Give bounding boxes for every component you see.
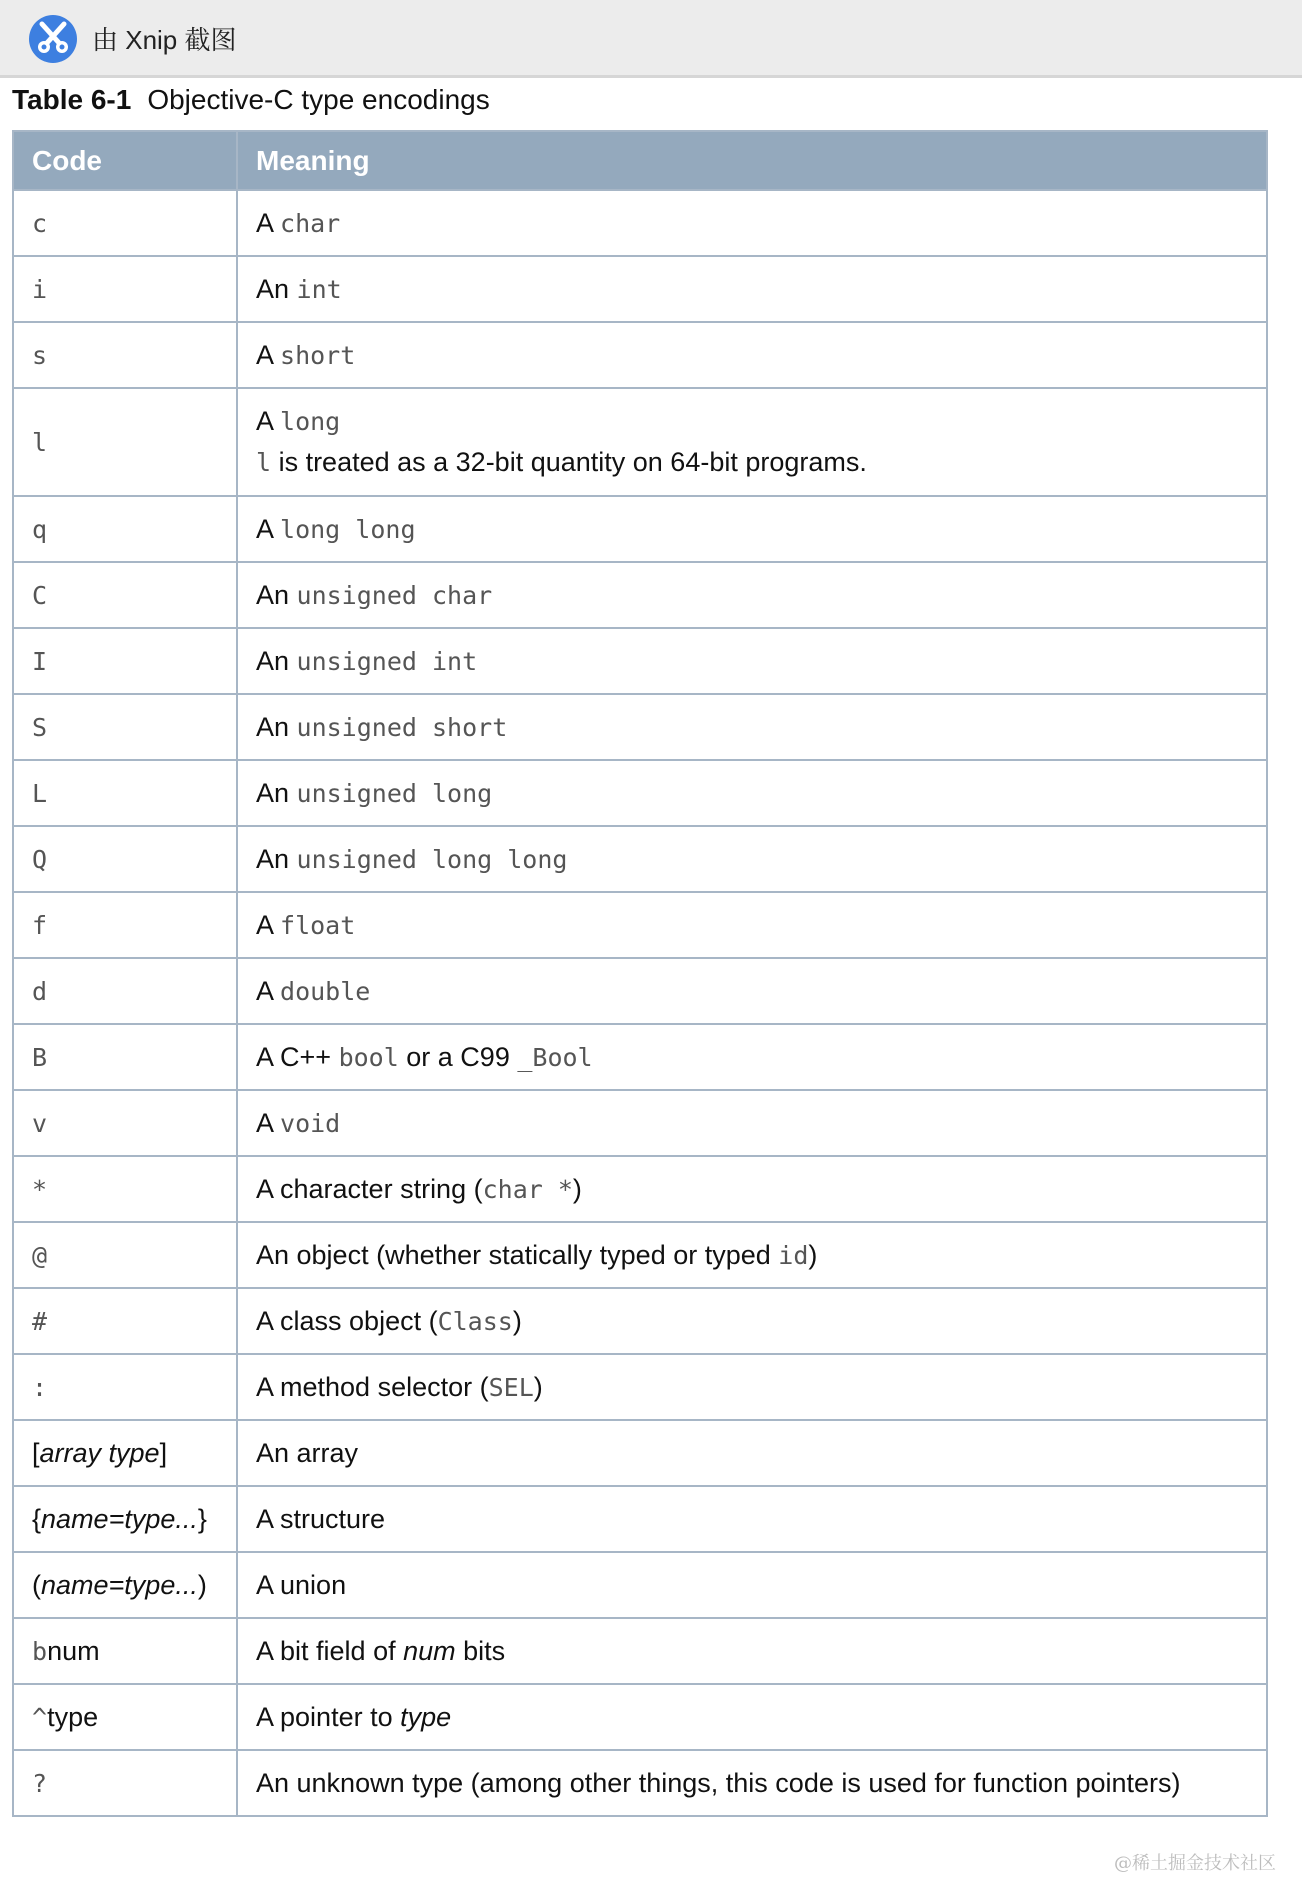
meaning-text: An	[256, 645, 297, 676]
code-placeholder: name=type...	[41, 1503, 198, 1534]
code-cell	[13, 1156, 237, 1222]
meaning-cell	[237, 1156, 1267, 1222]
meaning-text: A	[256, 513, 281, 544]
meaning-cell	[237, 1288, 1267, 1354]
code-value: *	[32, 1174, 48, 1204]
table-row	[13, 496, 1267, 562]
meaning-text: )	[572, 1173, 582, 1204]
code-value: Q	[32, 844, 48, 874]
meaning-cell	[237, 1024, 1267, 1090]
meaning-text: A	[256, 975, 281, 1006]
code-cell	[13, 760, 237, 826]
code-value: i	[32, 274, 48, 304]
code-bracket: {	[32, 1503, 42, 1534]
meaning-italic: type	[400, 1701, 452, 1732]
table-row	[13, 1354, 1267, 1420]
meaning-text: An	[256, 777, 297, 808]
code-placeholder: name=type...	[41, 1569, 198, 1600]
table-caption	[12, 84, 490, 116]
code-bracket: [	[32, 1437, 40, 1468]
meaning-text: )	[533, 1371, 543, 1402]
meaning-cell	[237, 628, 1267, 694]
code-cell	[13, 628, 237, 694]
meaning-text: A C++	[256, 1041, 339, 1072]
meaning-cell	[237, 1750, 1267, 1816]
code-value: I	[32, 646, 48, 676]
table-row	[13, 1552, 1267, 1618]
meaning-code: unsigned char	[296, 580, 493, 610]
meaning-text: bits	[455, 1635, 506, 1666]
code-cell	[13, 958, 237, 1024]
code-bracket: (	[32, 1569, 41, 1600]
meaning-cell	[237, 1486, 1267, 1552]
table-row	[13, 256, 1267, 322]
meaning-cell	[237, 1420, 1267, 1486]
table-row	[13, 1090, 1267, 1156]
code-value: S	[32, 712, 48, 742]
title-bar	[0, 0, 1302, 78]
meaning-text: An	[256, 843, 297, 874]
meaning-code: unsigned long	[296, 778, 493, 808]
watermark: @稀土掘金技术社区	[1114, 1853, 1276, 1874]
meaning-text: A structure	[256, 1503, 386, 1534]
table-row	[13, 1684, 1267, 1750]
meaning-text: A	[256, 909, 281, 940]
code-value: b	[32, 1636, 48, 1666]
meaning-note	[256, 447, 1248, 478]
code-value: d	[32, 976, 48, 1006]
meaning-text: or a C99	[398, 1041, 518, 1072]
code-bracket: )	[197, 1569, 207, 1600]
meaning-code: _Bool	[517, 1042, 593, 1072]
meaning-cell	[237, 388, 1267, 496]
table-row	[13, 1288, 1267, 1354]
code-value: @	[32, 1240, 48, 1270]
meaning-code: unsigned int	[296, 646, 478, 676]
table-row	[13, 694, 1267, 760]
code-cell	[13, 1222, 237, 1288]
code-cell	[13, 1090, 237, 1156]
code-value: L	[32, 778, 48, 808]
code-cell	[13, 388, 237, 496]
meaning-text: An object (whether statically typed or typed	[256, 1239, 779, 1270]
meaning-cell	[237, 1222, 1267, 1288]
meaning-code: long	[280, 407, 341, 436]
table-row	[13, 826, 1267, 892]
meaning-cell	[237, 322, 1267, 388]
meaning-cell	[237, 1354, 1267, 1420]
meaning-cell	[237, 190, 1267, 256]
code-cell	[13, 1618, 237, 1684]
app-name: 由 Xnip 截图	[92, 25, 237, 55]
meaning-cell	[237, 760, 1267, 826]
code-value: ^	[32, 1702, 48, 1732]
meaning-code: char *	[482, 1174, 573, 1204]
meaning-code: SEL	[488, 1372, 534, 1402]
code-cell	[13, 826, 237, 892]
meaning-code: int	[296, 274, 342, 304]
code-cell	[13, 892, 237, 958]
meaning-cell	[237, 1552, 1267, 1618]
meaning-cell	[237, 1618, 1267, 1684]
table-row	[13, 760, 1267, 826]
meaning-code: unsigned short	[296, 712, 508, 742]
table-title: Objective-C type encodings	[147, 84, 490, 115]
type-encodings-table	[12, 130, 1268, 1817]
table-row	[13, 1486, 1267, 1552]
code-value: B	[32, 1042, 48, 1072]
code-value: :	[32, 1372, 48, 1402]
code-cell	[13, 1354, 237, 1420]
meaning-cell	[237, 958, 1267, 1024]
code-cell	[13, 322, 237, 388]
table-row	[13, 958, 1267, 1024]
meaning-text: A class object (	[256, 1305, 438, 1336]
code-cell	[13, 1420, 237, 1486]
meaning-text: )	[512, 1305, 522, 1336]
meaning-text: A	[256, 339, 281, 370]
table-row	[13, 1024, 1267, 1090]
meaning-cell	[237, 1090, 1267, 1156]
note-code: l	[256, 448, 272, 477]
meaning-text: An array	[256, 1437, 359, 1468]
code-cell	[13, 694, 237, 760]
table-row	[13, 1156, 1267, 1222]
code-value: C	[32, 580, 48, 610]
meaning-text: A character string (	[256, 1173, 483, 1204]
code-value: q	[32, 514, 48, 544]
code-placeholder: num	[47, 1635, 100, 1666]
table-number: Table 6-1	[12, 84, 132, 115]
meaning-italic: num	[403, 1635, 456, 1666]
meaning-cell	[237, 562, 1267, 628]
meaning-cell	[237, 496, 1267, 562]
meaning-code: Class	[437, 1306, 513, 1336]
meaning-code: float	[280, 910, 356, 940]
table-row	[13, 628, 1267, 694]
table-header-row	[13, 131, 1267, 190]
meaning-code: double	[280, 976, 371, 1006]
meaning-text: A	[256, 1107, 281, 1138]
xnip-app-icon	[28, 14, 78, 64]
meaning-code: long long	[280, 514, 416, 544]
meaning-text: An	[256, 273, 297, 304]
table-row	[13, 1618, 1267, 1684]
code-bracket: ]	[159, 1437, 168, 1468]
code-cell	[13, 496, 237, 562]
code-cell	[13, 1024, 237, 1090]
code-placeholder: type	[47, 1701, 99, 1732]
table-row	[13, 1420, 1267, 1486]
code-value: f	[32, 910, 48, 940]
meaning-text: An unknown type (among other things, this code is used for function pointers)	[256, 1767, 1181, 1798]
code-value: ?	[32, 1768, 48, 1798]
meaning-text: A union	[256, 1569, 347, 1600]
code-cell	[13, 256, 237, 322]
meaning-text: A	[256, 207, 281, 238]
meaning-code: id	[778, 1240, 809, 1270]
code-placeholder: array type	[39, 1437, 160, 1468]
meaning-cell	[237, 694, 1267, 760]
code-cell	[13, 562, 237, 628]
code-value: v	[32, 1108, 48, 1138]
meaning-code: short	[280, 340, 356, 370]
meaning-cell	[237, 256, 1267, 322]
table-row	[13, 322, 1267, 388]
code-value: l	[32, 427, 48, 457]
meaning-code: unsigned long long	[296, 844, 568, 874]
code-cell	[13, 190, 237, 256]
meaning-text: A method selector (	[256, 1371, 489, 1402]
meaning-text: An	[256, 711, 297, 742]
meaning-code: bool	[338, 1042, 399, 1072]
code-bracket: }	[197, 1503, 207, 1534]
code-cell	[13, 1486, 237, 1552]
meaning-text: )	[808, 1239, 818, 1270]
code-value: s	[32, 340, 48, 370]
table-row	[13, 1750, 1267, 1816]
note-text: is treated as a 32-bit quantity on 64-bit programs.	[271, 447, 867, 477]
table-row	[13, 1222, 1267, 1288]
meaning-text: A bit field of	[256, 1635, 404, 1666]
meaning-cell	[237, 826, 1267, 892]
meaning-code: void	[280, 1108, 341, 1138]
table-row	[13, 562, 1267, 628]
table-row	[13, 388, 1267, 496]
table-body	[13, 190, 1267, 1816]
code-cell	[13, 1288, 237, 1354]
column-header-meaning: Meaning	[237, 131, 1267, 190]
code-cell	[13, 1552, 237, 1618]
table-row	[13, 190, 1267, 256]
code-value: c	[32, 208, 48, 238]
meaning-cell	[237, 892, 1267, 958]
code-cell	[13, 1684, 237, 1750]
code-cell	[13, 1750, 237, 1816]
table-row	[13, 892, 1267, 958]
meaning-code: char	[280, 208, 341, 238]
meaning-text: A	[256, 406, 281, 436]
meaning-text: An	[256, 579, 297, 610]
meaning-text: A pointer to	[256, 1701, 401, 1732]
meaning-cell	[237, 1684, 1267, 1750]
column-header-code: Code	[13, 131, 237, 190]
code-value: #	[32, 1306, 48, 1336]
